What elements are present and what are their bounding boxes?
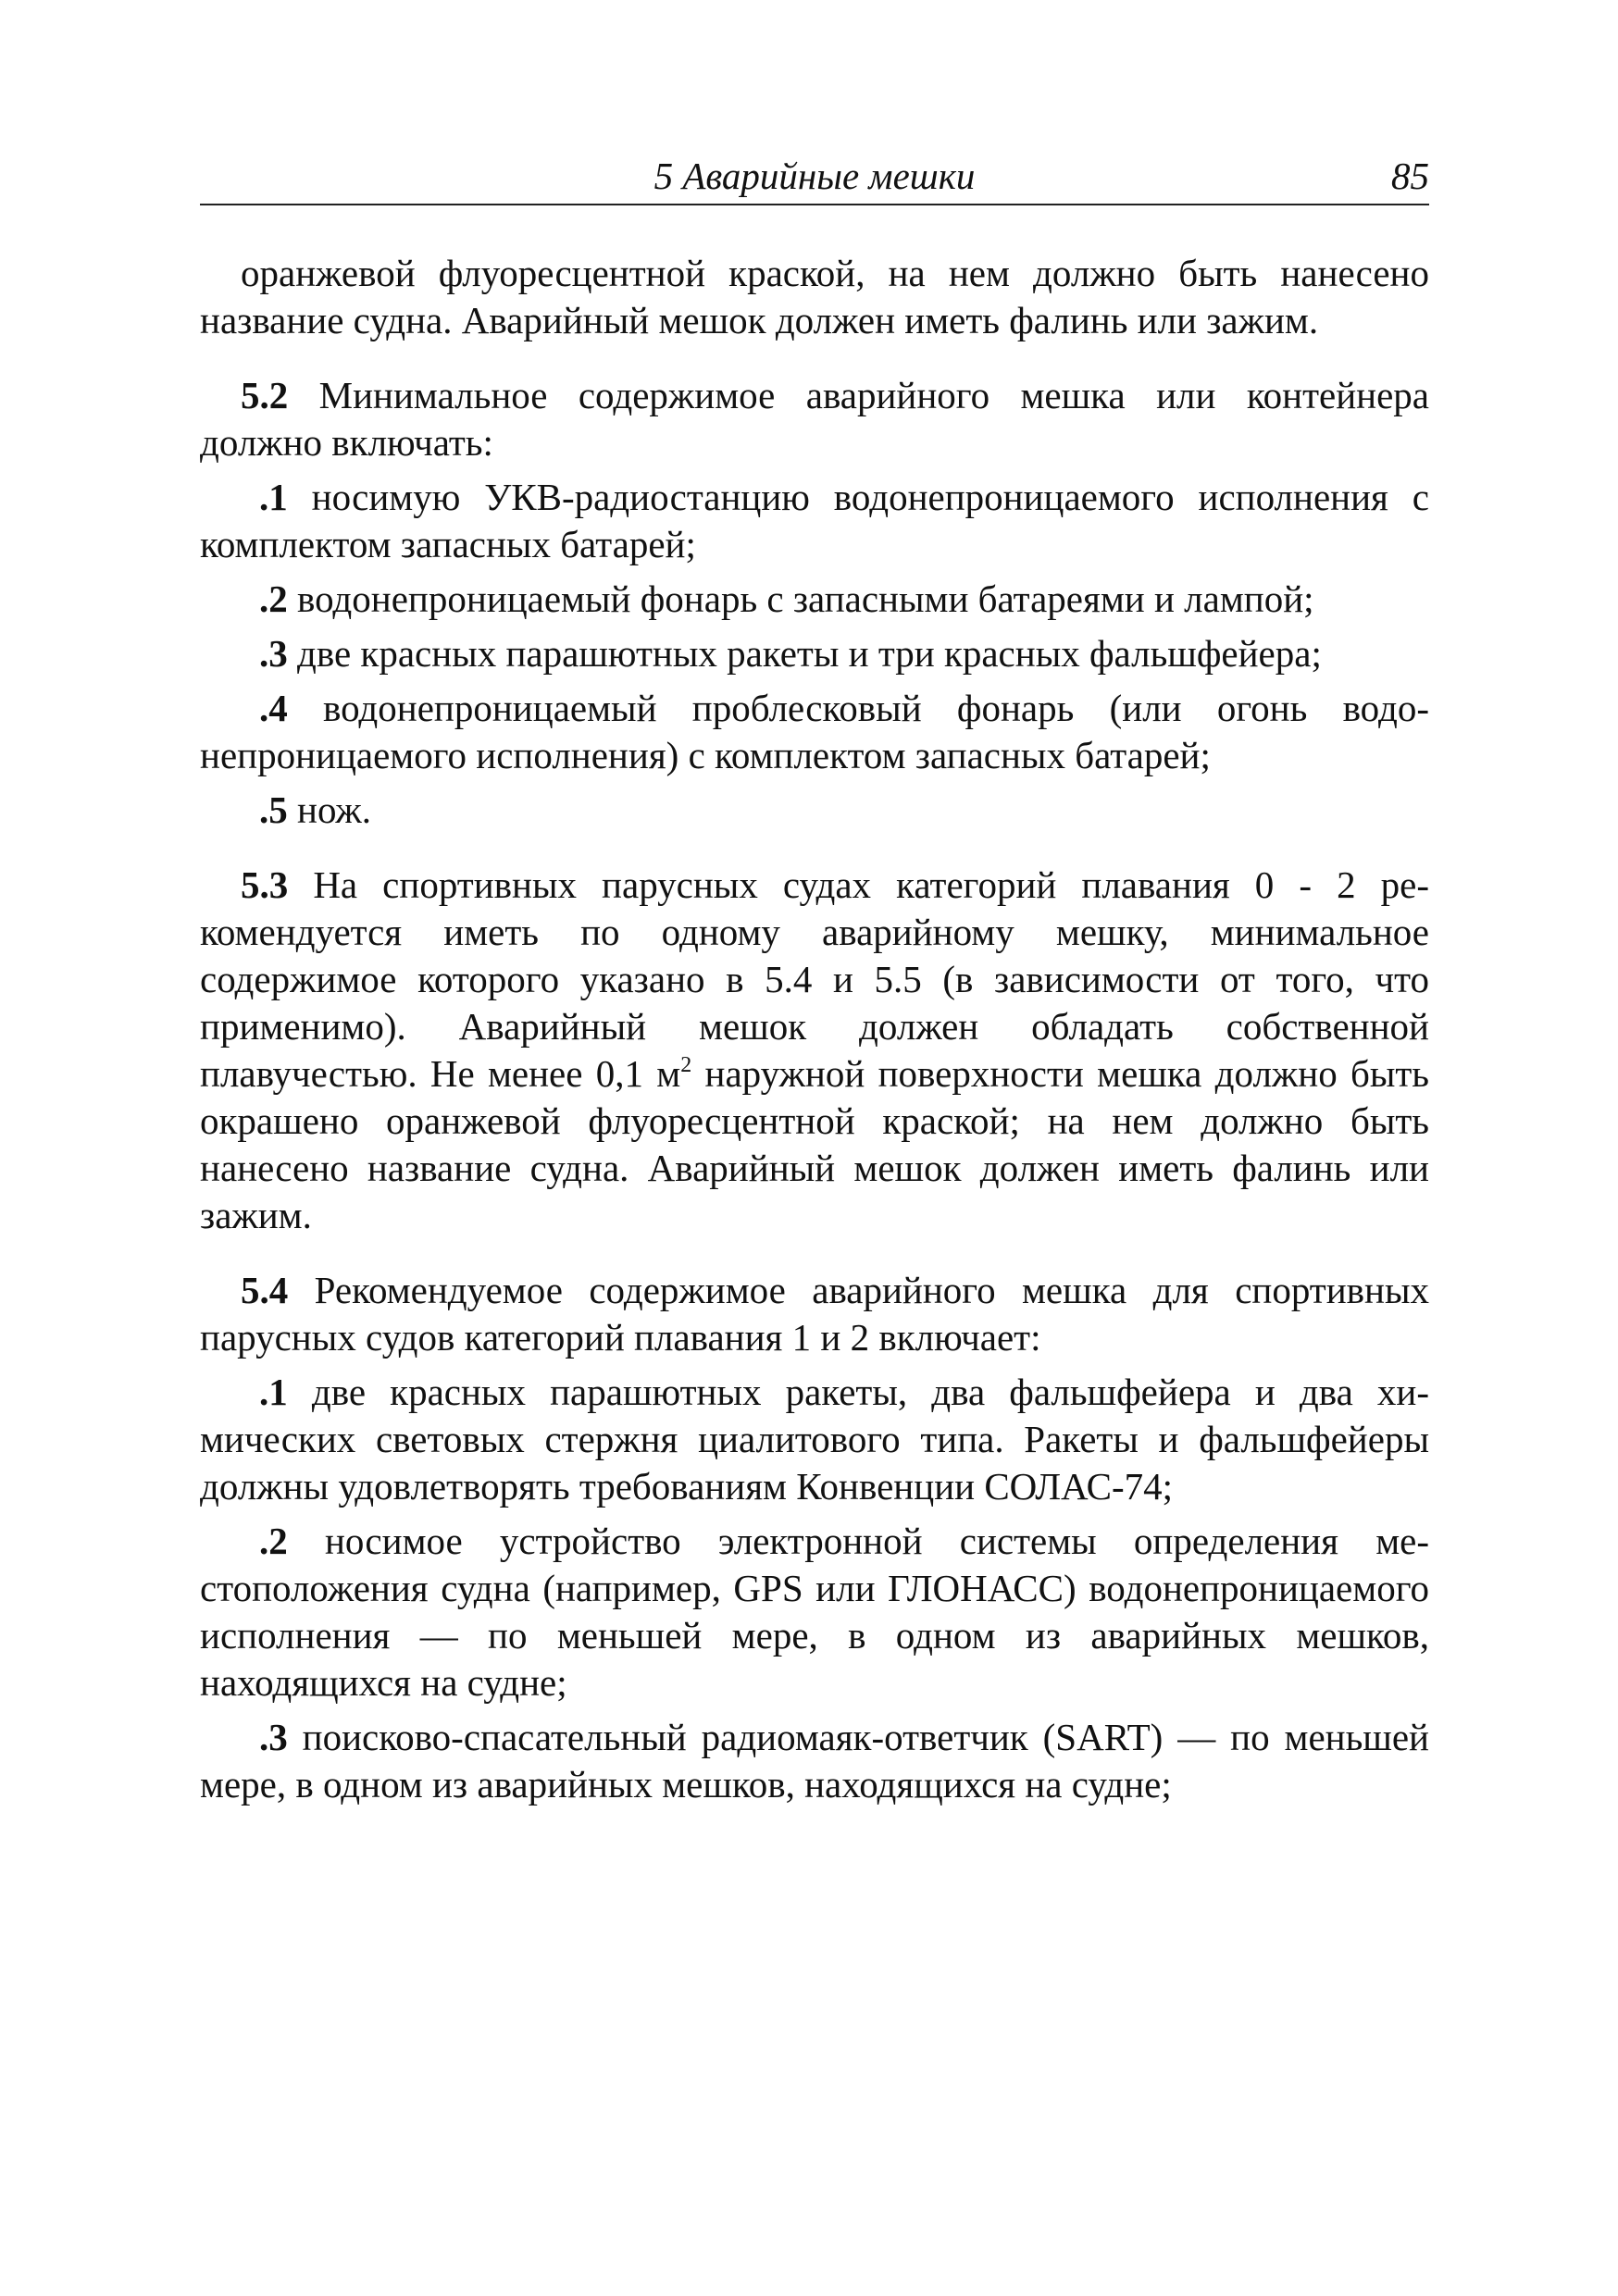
item-text: две красных парашютных ракеты и три красных фальшфейера; bbox=[297, 632, 1322, 675]
section-title: 5 Аварийные мешки bbox=[653, 155, 976, 197]
item-text: носимую УКВ-радиостанцию водонепроницаемого исполнения с комплектом запасных батарей; bbox=[200, 476, 1429, 565]
list-item bbox=[200, 1714, 1429, 1808]
item-text: водонепроницаемый фонарь с запасными батареями и лампой; bbox=[297, 577, 1314, 620]
item-number: .2 bbox=[259, 577, 288, 620]
item-text: поисково-спасательный радиомаяк-ответчик (SART) — по меньшей мере, в одном из аварийных мешков, находящихся на судне; bbox=[200, 1716, 1429, 1806]
section-text-a: На спортивных парусных судах категорий плавания 0 - 2 рекомендуется иметь по одному аварийному мешку, минимальное содержимое которого указано в 5.4 и 5.5 (в зависимости от того, что применимо). Аварийный мешок должен обладать собственной плавучестью. Не менее 0,1 м bbox=[200, 863, 1429, 1095]
item-number: .1 bbox=[259, 1371, 288, 1413]
section-number: 5.2 bbox=[241, 374, 289, 416]
item-number: .1 bbox=[259, 476, 288, 518]
section-5-4 bbox=[200, 1267, 1429, 1361]
item-text: две красных парашютных ракеты, два фальшфейера и два химических световых стержня циалитового типа. Ракеты и фальшфейеры должны удовлетворять требованиям Конвенции СОЛАС-74; bbox=[200, 1371, 1429, 1508]
item-text: носимое устройство электронной системы определения местоположения судна (например, GPS или ГЛОНАСС) водонепроницаемого исполнения — по меньшей мере, в одном из аварийных мешков, находящихся на судне; bbox=[200, 1520, 1429, 1704]
item-number: .3 bbox=[259, 1716, 288, 1758]
section-5-2 bbox=[200, 372, 1429, 466]
page-body bbox=[200, 250, 1429, 1808]
list-item bbox=[200, 1369, 1429, 1510]
item-number: .3 bbox=[259, 632, 288, 675]
list-item bbox=[200, 474, 1429, 568]
section-number: 5.4 bbox=[241, 1269, 289, 1311]
list-item bbox=[200, 685, 1429, 779]
item-text: водонепроницаемый проблесковый фонарь (или огонь водонепроницаемого исполнения) с комплектом запасных батарей; bbox=[200, 687, 1429, 776]
list-item bbox=[200, 630, 1429, 677]
page-number: 85 bbox=[1391, 155, 1429, 197]
item-number: .4 bbox=[259, 687, 288, 729]
section-5-3 bbox=[200, 862, 1429, 1239]
section-number: 5.3 bbox=[241, 863, 289, 906]
item-text: нож. bbox=[297, 788, 371, 831]
section-text-b: наружной поверхности мешка должно быть окрашено оранжевой флуоресцентной краской; на нем должно быть нанесено название судна. Аварийный мешок должен иметь фалинь или зажим. bbox=[200, 1052, 1430, 1236]
section-text: Минимальное содержимое аварийного мешка или контейнера должно включать: bbox=[200, 374, 1429, 464]
item-number: .5 bbox=[259, 788, 288, 831]
list-item bbox=[200, 576, 1429, 623]
intro-paragraph: оранжевой флуоресцентной краской, на нем должно быть нанесено название судна. Аварийный мешок должен иметь фалинь или зажим. bbox=[200, 252, 1429, 341]
section-text: Рекомендуемое содержимое аварийного мешка для спортивных парусных судов категорий плавания 1 и 2 включает: bbox=[200, 1269, 1430, 1359]
superscript: 2 bbox=[680, 1053, 692, 1077]
list-item bbox=[200, 787, 1429, 834]
running-header bbox=[200, 148, 1429, 205]
list-item bbox=[200, 1518, 1429, 1706]
item-number: .2 bbox=[259, 1520, 288, 1562]
